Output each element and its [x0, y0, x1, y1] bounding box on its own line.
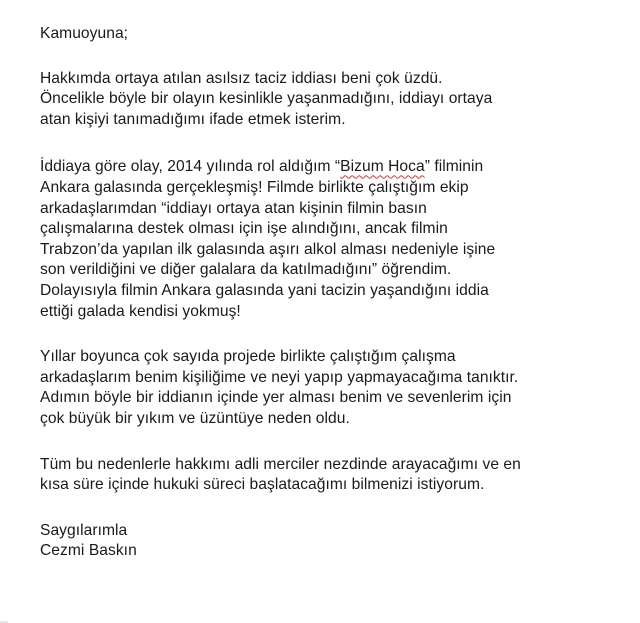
salutation — [40, 24, 628, 45]
paragraph-gap — [40, 496, 628, 521]
text-line: Yıllar boyunca çok sayıda projede birlikte çalıştığım çalışma — [40, 348, 456, 366]
paragraph-gap — [40, 322, 628, 347]
text-line: arkadaşlarımdan “iddiayı ortaya atan kişinin filmin basın — [40, 199, 427, 217]
text-line: kısa süre içinde hukuki süreci başlatacağımı bilmenizi istiyorum. — [40, 476, 485, 494]
text-fragment: İddiaya göre olay, 2014 yılında rol aldığım “ — [40, 158, 341, 176]
text-line: çok büyük bir yıkım ve üzüntüye neden oldu. — [40, 409, 350, 427]
text-line: son verildiğini ve diğer galalara da katılmadığını” öğrendim. — [40, 261, 452, 279]
text-line: Tüm bu nedenlerle hakkımı adli merciler nezdinde arayacağımı ve en — [40, 455, 521, 473]
text-line: Öncelikle böyle bir olayın kesinlikle yaşanmadığını, iddiayı ortaya — [40, 90, 493, 108]
paragraph-gap — [40, 45, 628, 69]
text-line: atan kişiyi tanımadığımı ifade etmek isterim. — [40, 110, 346, 128]
text-line: Adımın böyle bir iddianın içinde yer alması benim ve sevenlerim için — [40, 389, 512, 407]
paragraph-denial — [40, 69, 628, 131]
sign-off — [40, 521, 628, 562]
text-fragment: ” filminin — [424, 158, 484, 176]
paragraph-gap — [40, 130, 628, 157]
text-line — [40, 157, 628, 178]
salutation-text: Kamuoyuna; — [40, 25, 129, 42]
text-line: arkadaşlarım benim kişiliğime ve neyi yapıp yapmayacağıma tanıktır. — [40, 368, 519, 386]
closing-text: Saygılarımla — [40, 521, 128, 539]
text-line: ettiği galada kendisi yokmuş! — [40, 302, 241, 320]
paragraph-event-details — [40, 157, 628, 322]
text-line: Hakkımda ortaya atılan asılsız taciz iddiası beni çok üzdü. — [40, 69, 443, 87]
signature-name: Cezmi Baskın — [40, 542, 137, 560]
film-title: Bizum Hoca — [340, 158, 425, 176]
paragraph-colleagues — [40, 347, 628, 429]
text-line: Trabzon’da yapılan ilk galasında aşırı alkol alması nedeniyle işine — [40, 240, 496, 258]
text-line: Dolayısıyla filmin Ankara galasında yani tacizin yaşandığını iddia — [40, 281, 489, 299]
text-line: çalışmalarına destek olması için işe alındığını, ancak filmin — [40, 220, 448, 238]
paragraph-legal-action — [40, 455, 628, 496]
paragraph-gap — [40, 430, 628, 455]
text-line: Ankara galasında gerçekleşmiş! Filmde birlikte çalıştığım ekip — [40, 178, 469, 196]
